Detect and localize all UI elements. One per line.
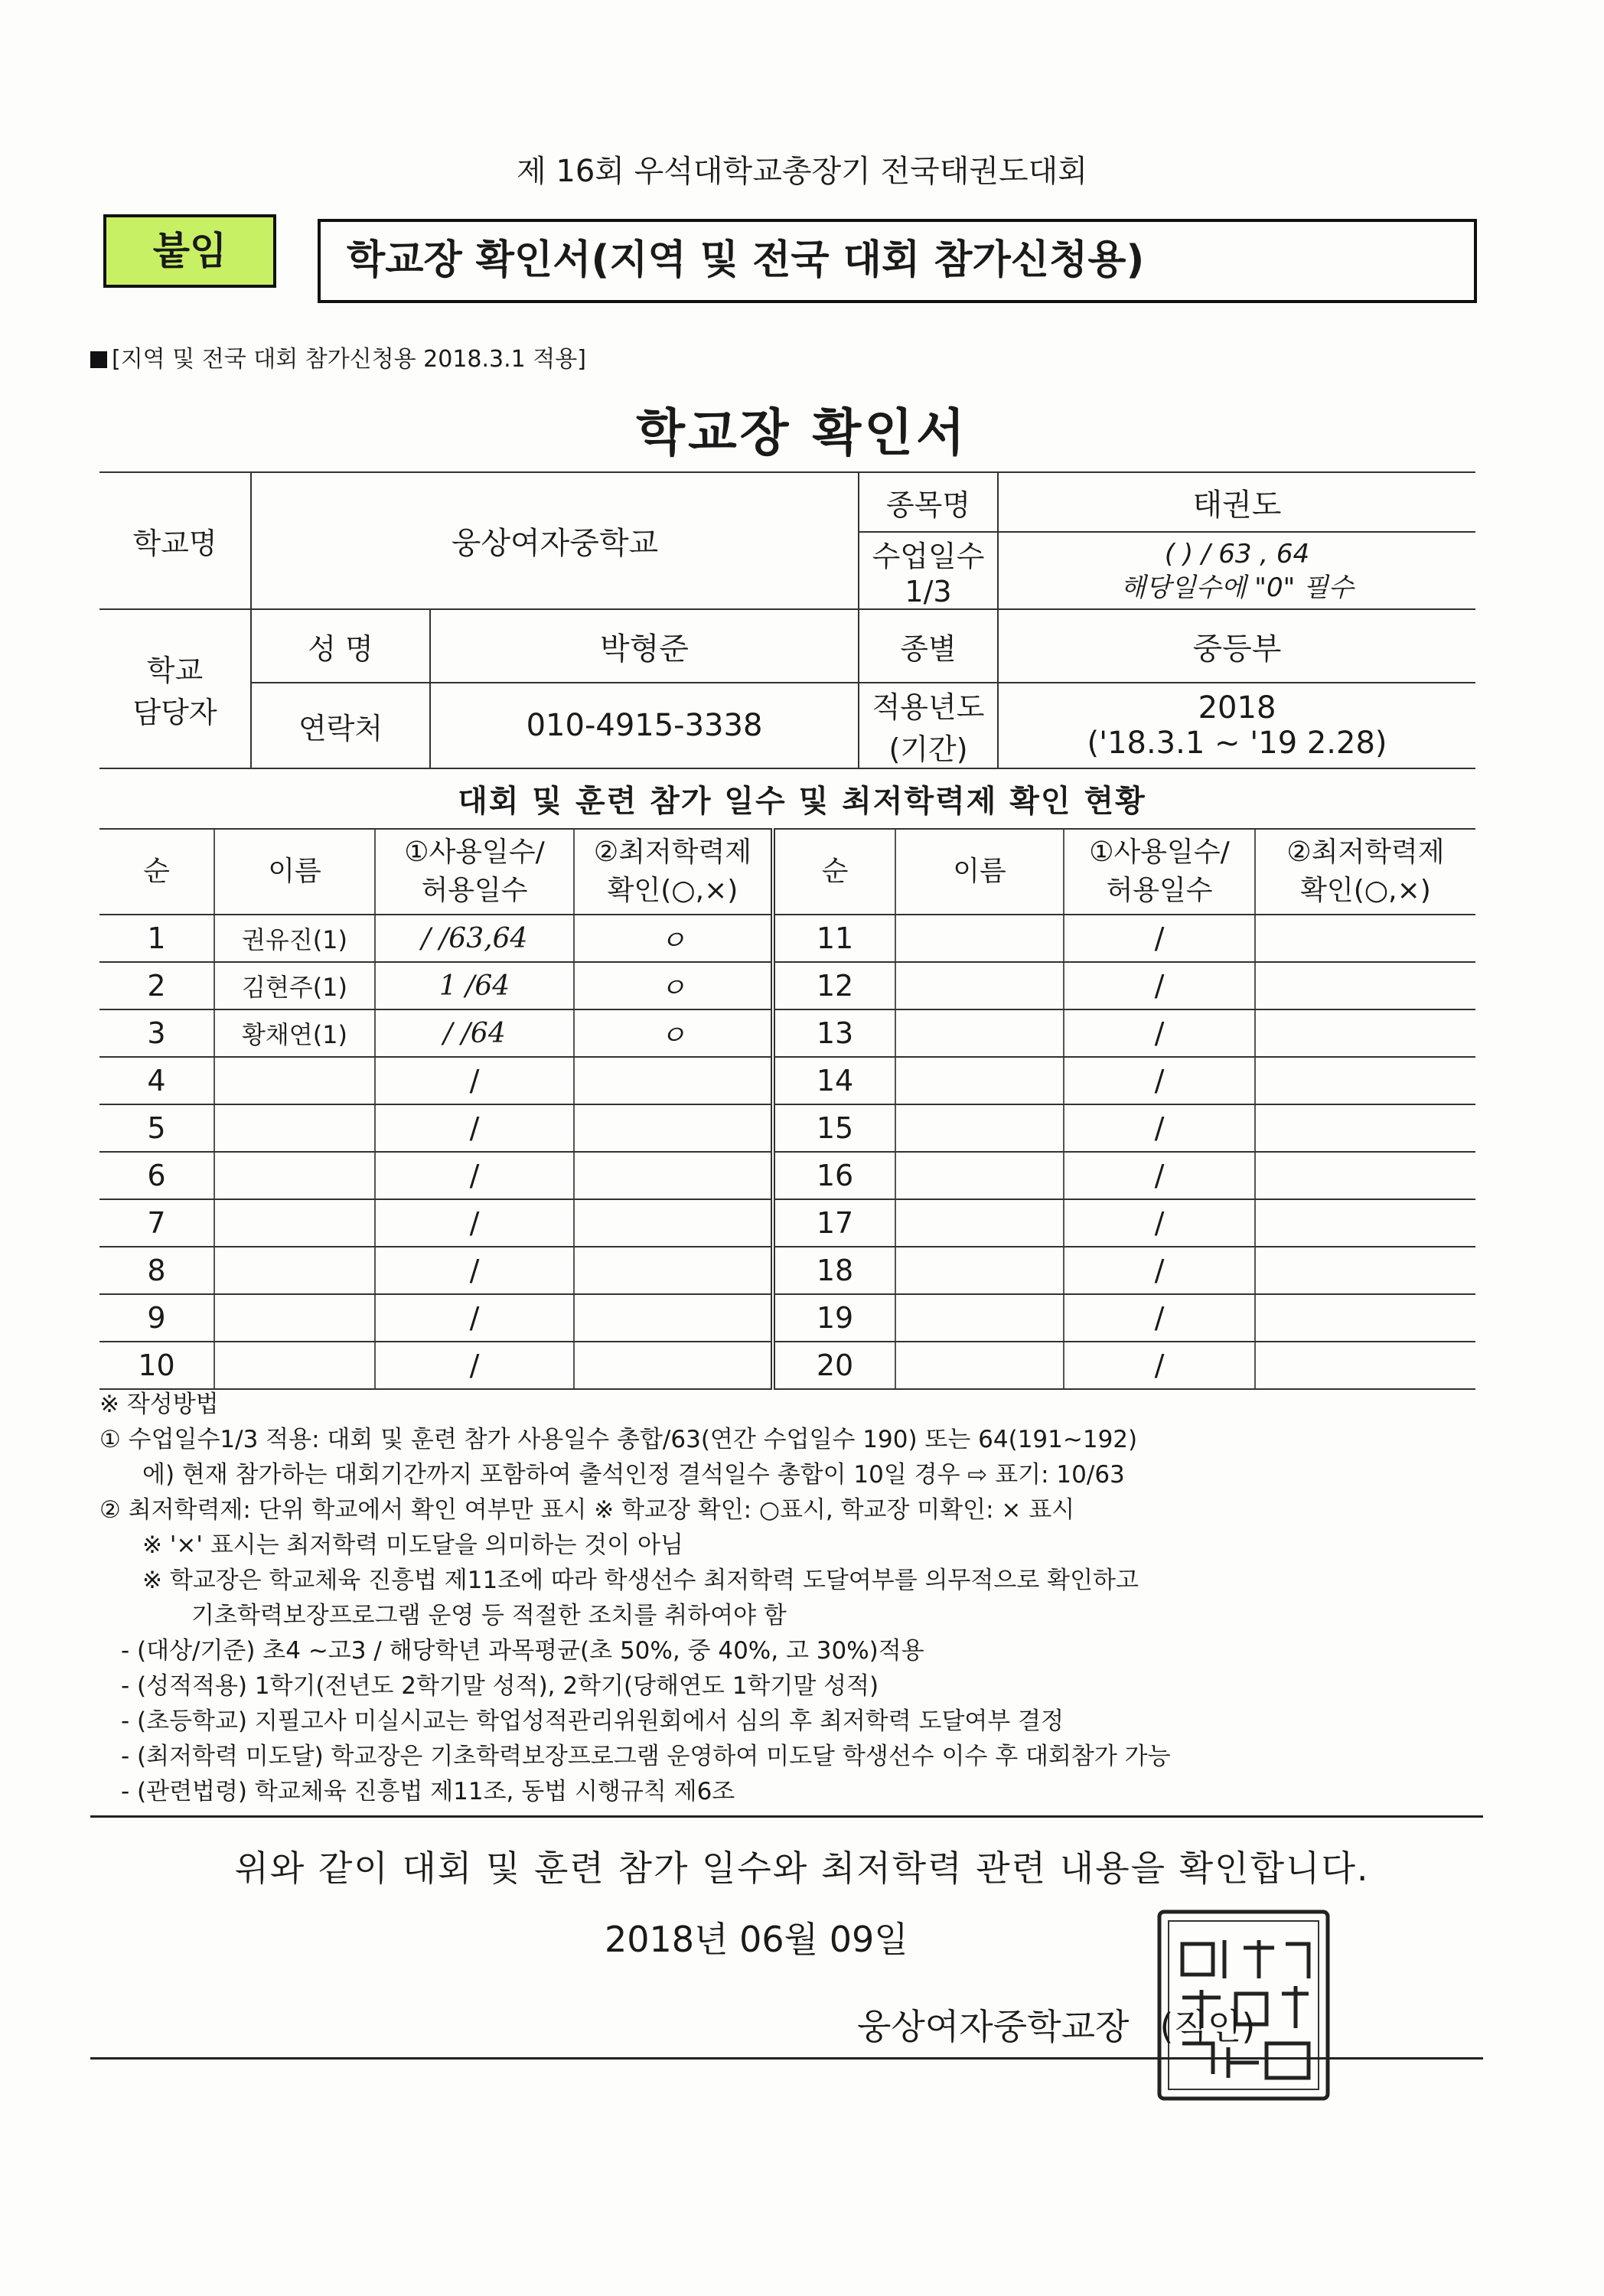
row-no: 10 — [99, 1342, 214, 1389]
row-name — [895, 1294, 1064, 1342]
class-days-label — [859, 532, 998, 609]
event-label: 종목명 — [859, 472, 998, 532]
header-check-right — [1255, 829, 1475, 915]
year-value — [998, 683, 1475, 768]
instruction-line: ② 최저학력제: 단위 학교에서 확인 여부만 표시 ※ 학교장 확인: ○표시, 학교장 미확인: × 표시 — [99, 1496, 1075, 1524]
signature-line — [857, 1999, 1255, 2050]
row-no: 18 — [773, 1247, 895, 1294]
students-table — [99, 828, 1475, 1390]
row-no: 7 — [99, 1199, 214, 1247]
row-no: 6 — [99, 1152, 214, 1199]
row-name: 김현주(1) — [214, 962, 375, 1009]
row-no: 13 — [773, 1009, 895, 1057]
header-check-left-1: ②최저학력제 — [593, 837, 752, 868]
manager-name: 박형준 — [430, 609, 859, 683]
row-check — [1255, 1152, 1475, 1199]
row-no: 19 — [773, 1294, 895, 1342]
row-days: / — [1064, 1247, 1255, 1294]
row-no: 16 — [773, 1152, 895, 1199]
contact-value: 010-4915-3338 — [430, 683, 859, 768]
row-name — [214, 1152, 375, 1199]
row-name — [895, 915, 1064, 962]
instruction-line: ※ 학교장은 학교체육 진흥법 제11조에 따라 학생선수 최저학력 도달여부를 의무적으로 확인하고 — [142, 1567, 1139, 1594]
event-value: 태권도 — [998, 472, 1475, 532]
instruction-line: - (최저학력 미도달) 학교장은 기초학력보장프로그램 운영하여 미도달 학생선수 이수 후 대회참가 가능 — [121, 1743, 1171, 1770]
header-days-left — [375, 829, 574, 915]
header-days-right-2: 허용일수 — [1106, 875, 1213, 906]
row-check — [574, 1247, 773, 1294]
row-name — [895, 1247, 1064, 1294]
row-days: / — [1064, 915, 1255, 962]
table-header-row — [99, 829, 1475, 915]
row-name — [214, 1247, 375, 1294]
row-check — [574, 1294, 773, 1342]
class-days-label-2: 1/3 — [905, 575, 952, 608]
row-check — [1255, 915, 1475, 962]
divider — [90, 2057, 1483, 2060]
row-check — [1255, 1342, 1475, 1389]
row-check: ㅇ — [574, 962, 773, 1009]
row-days: / — [375, 1104, 574, 1152]
row-days: / — [375, 1247, 574, 1294]
row-check — [1255, 1247, 1475, 1294]
class-days-value-2: 해당일수에 "0" 필수 — [1120, 572, 1354, 603]
instruction-line: - (대상/기준) 초4 ~고3 / 해당학년 과목평균(초 50%, 중 40%, 고 30%)적용 — [121, 1637, 924, 1665]
row-name: 권유진(1) — [214, 915, 375, 962]
instruction-line: - (성적적용) 1학기(전년도 2학기말 성적), 2학기(당해연도 1학기말 성적) — [121, 1672, 879, 1700]
division-value: 중등부 — [998, 609, 1475, 683]
row-no: 12 — [773, 962, 895, 1009]
school-label: 학교명 — [99, 472, 251, 609]
instruction-line: ① 수업일수1/3 적용: 대회 및 훈련 참가 사용일수 총합/63(연간 수업일수 190) 또는 64(191~192) — [99, 1426, 1138, 1453]
header-check-left — [574, 829, 773, 915]
header-days-right-1: ①사용일수/ — [1089, 837, 1230, 868]
table-row — [99, 1009, 1475, 1057]
form-note-text: [지역 및 전국 대회 참가신청용 2018.3.1 적용] — [112, 346, 586, 373]
row-no: 5 — [99, 1104, 214, 1152]
row-check — [574, 1104, 773, 1152]
seal-note: (직인) — [1159, 2006, 1256, 2047]
row-check — [1255, 1009, 1475, 1057]
row-no: 1 — [99, 915, 214, 962]
date: 2018년 06월 09일 — [605, 1919, 908, 1960]
header-name-left: 이름 — [214, 829, 375, 915]
row-no: 2 — [99, 962, 214, 1009]
division-label: 종별 — [859, 609, 998, 683]
row-no: 11 — [773, 915, 895, 962]
info-table — [99, 471, 1475, 769]
instruction-line: - (관련법령) 학교체육 진흥법 제11조, 동법 시행규칙 제6조 — [121, 1778, 735, 1805]
manager-label-1: 학교 — [146, 654, 204, 687]
row-name: 황채연(1) — [214, 1009, 375, 1057]
header-name-right: 이름 — [895, 829, 1064, 915]
form-note — [90, 340, 586, 373]
table-row — [99, 1247, 1475, 1294]
row-name — [214, 1294, 375, 1342]
table-row — [99, 1342, 1475, 1389]
contact-label: 연락처 — [251, 683, 430, 768]
header-check-left-2: 확인(○,×) — [607, 875, 738, 906]
row-no: 4 — [99, 1057, 214, 1104]
row-days: / — [1064, 1152, 1255, 1199]
row-no: 17 — [773, 1199, 895, 1247]
contest-title: 제 16회 우석대학교총장기 전국태권도대회 — [517, 154, 1087, 189]
header-check-right-1: ②최저학력제 — [1286, 837, 1445, 868]
row-no: 14 — [773, 1057, 895, 1104]
header-no-left: 순 — [99, 829, 214, 915]
instruction-line: ※ '×' 표시는 최저학력 미도달을 의미하는 것이 아님 — [142, 1531, 683, 1559]
row-name — [895, 962, 1064, 1009]
row-name — [895, 1009, 1064, 1057]
row-days: / — [375, 1152, 574, 1199]
class-days-label-1: 수업일수 — [872, 540, 985, 573]
table-row — [99, 1294, 1475, 1342]
row-check: ㅇ — [574, 915, 773, 962]
signer-name: 웅상여자중학교장 — [857, 2006, 1130, 2047]
year-label-2: (기간) — [888, 732, 968, 766]
table-row — [99, 962, 1475, 1009]
row-no: 3 — [99, 1009, 214, 1057]
status-title: 대회 및 훈련 참가 일수 및 최저학력제 확인 현황 — [458, 784, 1146, 819]
row-days: / — [375, 1342, 574, 1389]
row-check — [574, 1342, 773, 1389]
table-row — [99, 1152, 1475, 1199]
table-row — [99, 1199, 1475, 1247]
row-name — [895, 1199, 1064, 1247]
instruction-line: 기초학력보장프로그램 운영 등 적절한 조치를 취하여야 함 — [191, 1602, 787, 1629]
header-no-right: 순 — [773, 829, 895, 915]
header-check-right-2: 확인(○,×) — [1300, 875, 1431, 906]
row-days: / /64 — [375, 1009, 574, 1057]
year-value-2: ('18.3.1 ~ '19 2.28) — [1087, 726, 1387, 761]
row-days: / — [1064, 1342, 1255, 1389]
year-label-1: 적용년도 — [872, 690, 985, 724]
row-check — [574, 1199, 773, 1247]
row-days: / — [375, 1057, 574, 1104]
name-label: 성 명 — [251, 609, 430, 683]
year-label — [859, 683, 998, 768]
header-days-left-1: ①사용일수/ — [404, 837, 545, 868]
row-days: / — [1064, 1104, 1255, 1152]
row-check — [1255, 1104, 1475, 1152]
row-name — [895, 1057, 1064, 1104]
row-no: 8 — [99, 1247, 214, 1294]
row-check — [574, 1152, 773, 1199]
row-name — [214, 1057, 375, 1104]
row-check: ㅇ — [574, 1009, 773, 1057]
attachment-badge: 붙임 — [103, 214, 276, 288]
instructions-section — [99, 1387, 1485, 1809]
table-row — [99, 1104, 1475, 1152]
document-title: 학교장 확인서 — [636, 403, 968, 462]
row-days: 1 /64 — [375, 962, 574, 1009]
header-days-left-2: 허용일수 — [421, 875, 528, 906]
form-title-box: 학교장 확인서(지역 및 전국 대회 참가신청용) — [318, 219, 1477, 303]
row-name — [895, 1104, 1064, 1152]
row-days: / — [1064, 962, 1255, 1009]
class-days-value — [998, 532, 1475, 609]
table-row — [99, 915, 1475, 962]
school-name: 웅상여자중학교 — [251, 472, 859, 609]
row-check — [574, 1057, 773, 1104]
row-name — [214, 1104, 375, 1152]
manager-label-2: 담당자 — [132, 696, 217, 729]
row-days: / — [1064, 1294, 1255, 1342]
divider — [90, 1815, 1483, 1818]
year-value-1: 2018 — [1198, 690, 1276, 726]
row-days: / — [1064, 1199, 1255, 1247]
table-row — [99, 1057, 1475, 1104]
row-check — [1255, 1057, 1475, 1104]
row-no: 20 — [773, 1342, 895, 1389]
row-name — [214, 1342, 375, 1389]
row-check — [1255, 1199, 1475, 1247]
instruction-line: - (초등학교) 지필고사 미실시교는 학업성적관리위원회에서 심의 후 최저학력 도달여부 결정 — [121, 1707, 1064, 1735]
instruction-line: 에) 현재 참가하는 대회기간까지 포함하여 출석인정 결석일수 총합이 10일 경우 ⇨ 표기: 10/63 — [142, 1461, 1125, 1489]
row-days: / — [1064, 1009, 1255, 1057]
row-name — [895, 1342, 1064, 1389]
row-name — [895, 1152, 1064, 1199]
manager-label — [99, 609, 251, 768]
row-days: / — [375, 1294, 574, 1342]
class-days-value-1: ( ) / 63 , 64 — [1164, 538, 1310, 569]
square-bullet-icon — [90, 351, 107, 368]
row-days: / /63,64 — [375, 915, 574, 962]
row-days: / — [1064, 1057, 1255, 1104]
row-days: / — [375, 1199, 574, 1247]
row-no: 15 — [773, 1104, 895, 1152]
instructions-heading: ※ 작성방법 — [99, 1391, 219, 1418]
header-days-right — [1064, 829, 1255, 915]
row-check — [1255, 962, 1475, 1009]
row-check — [1255, 1294, 1475, 1342]
row-no: 9 — [99, 1294, 214, 1342]
row-name — [214, 1199, 375, 1247]
confirmation-statement: 위와 같이 대회 및 훈련 참가 일수와 최저학력 관련 내용을 확인합니다. — [234, 1848, 1370, 1889]
